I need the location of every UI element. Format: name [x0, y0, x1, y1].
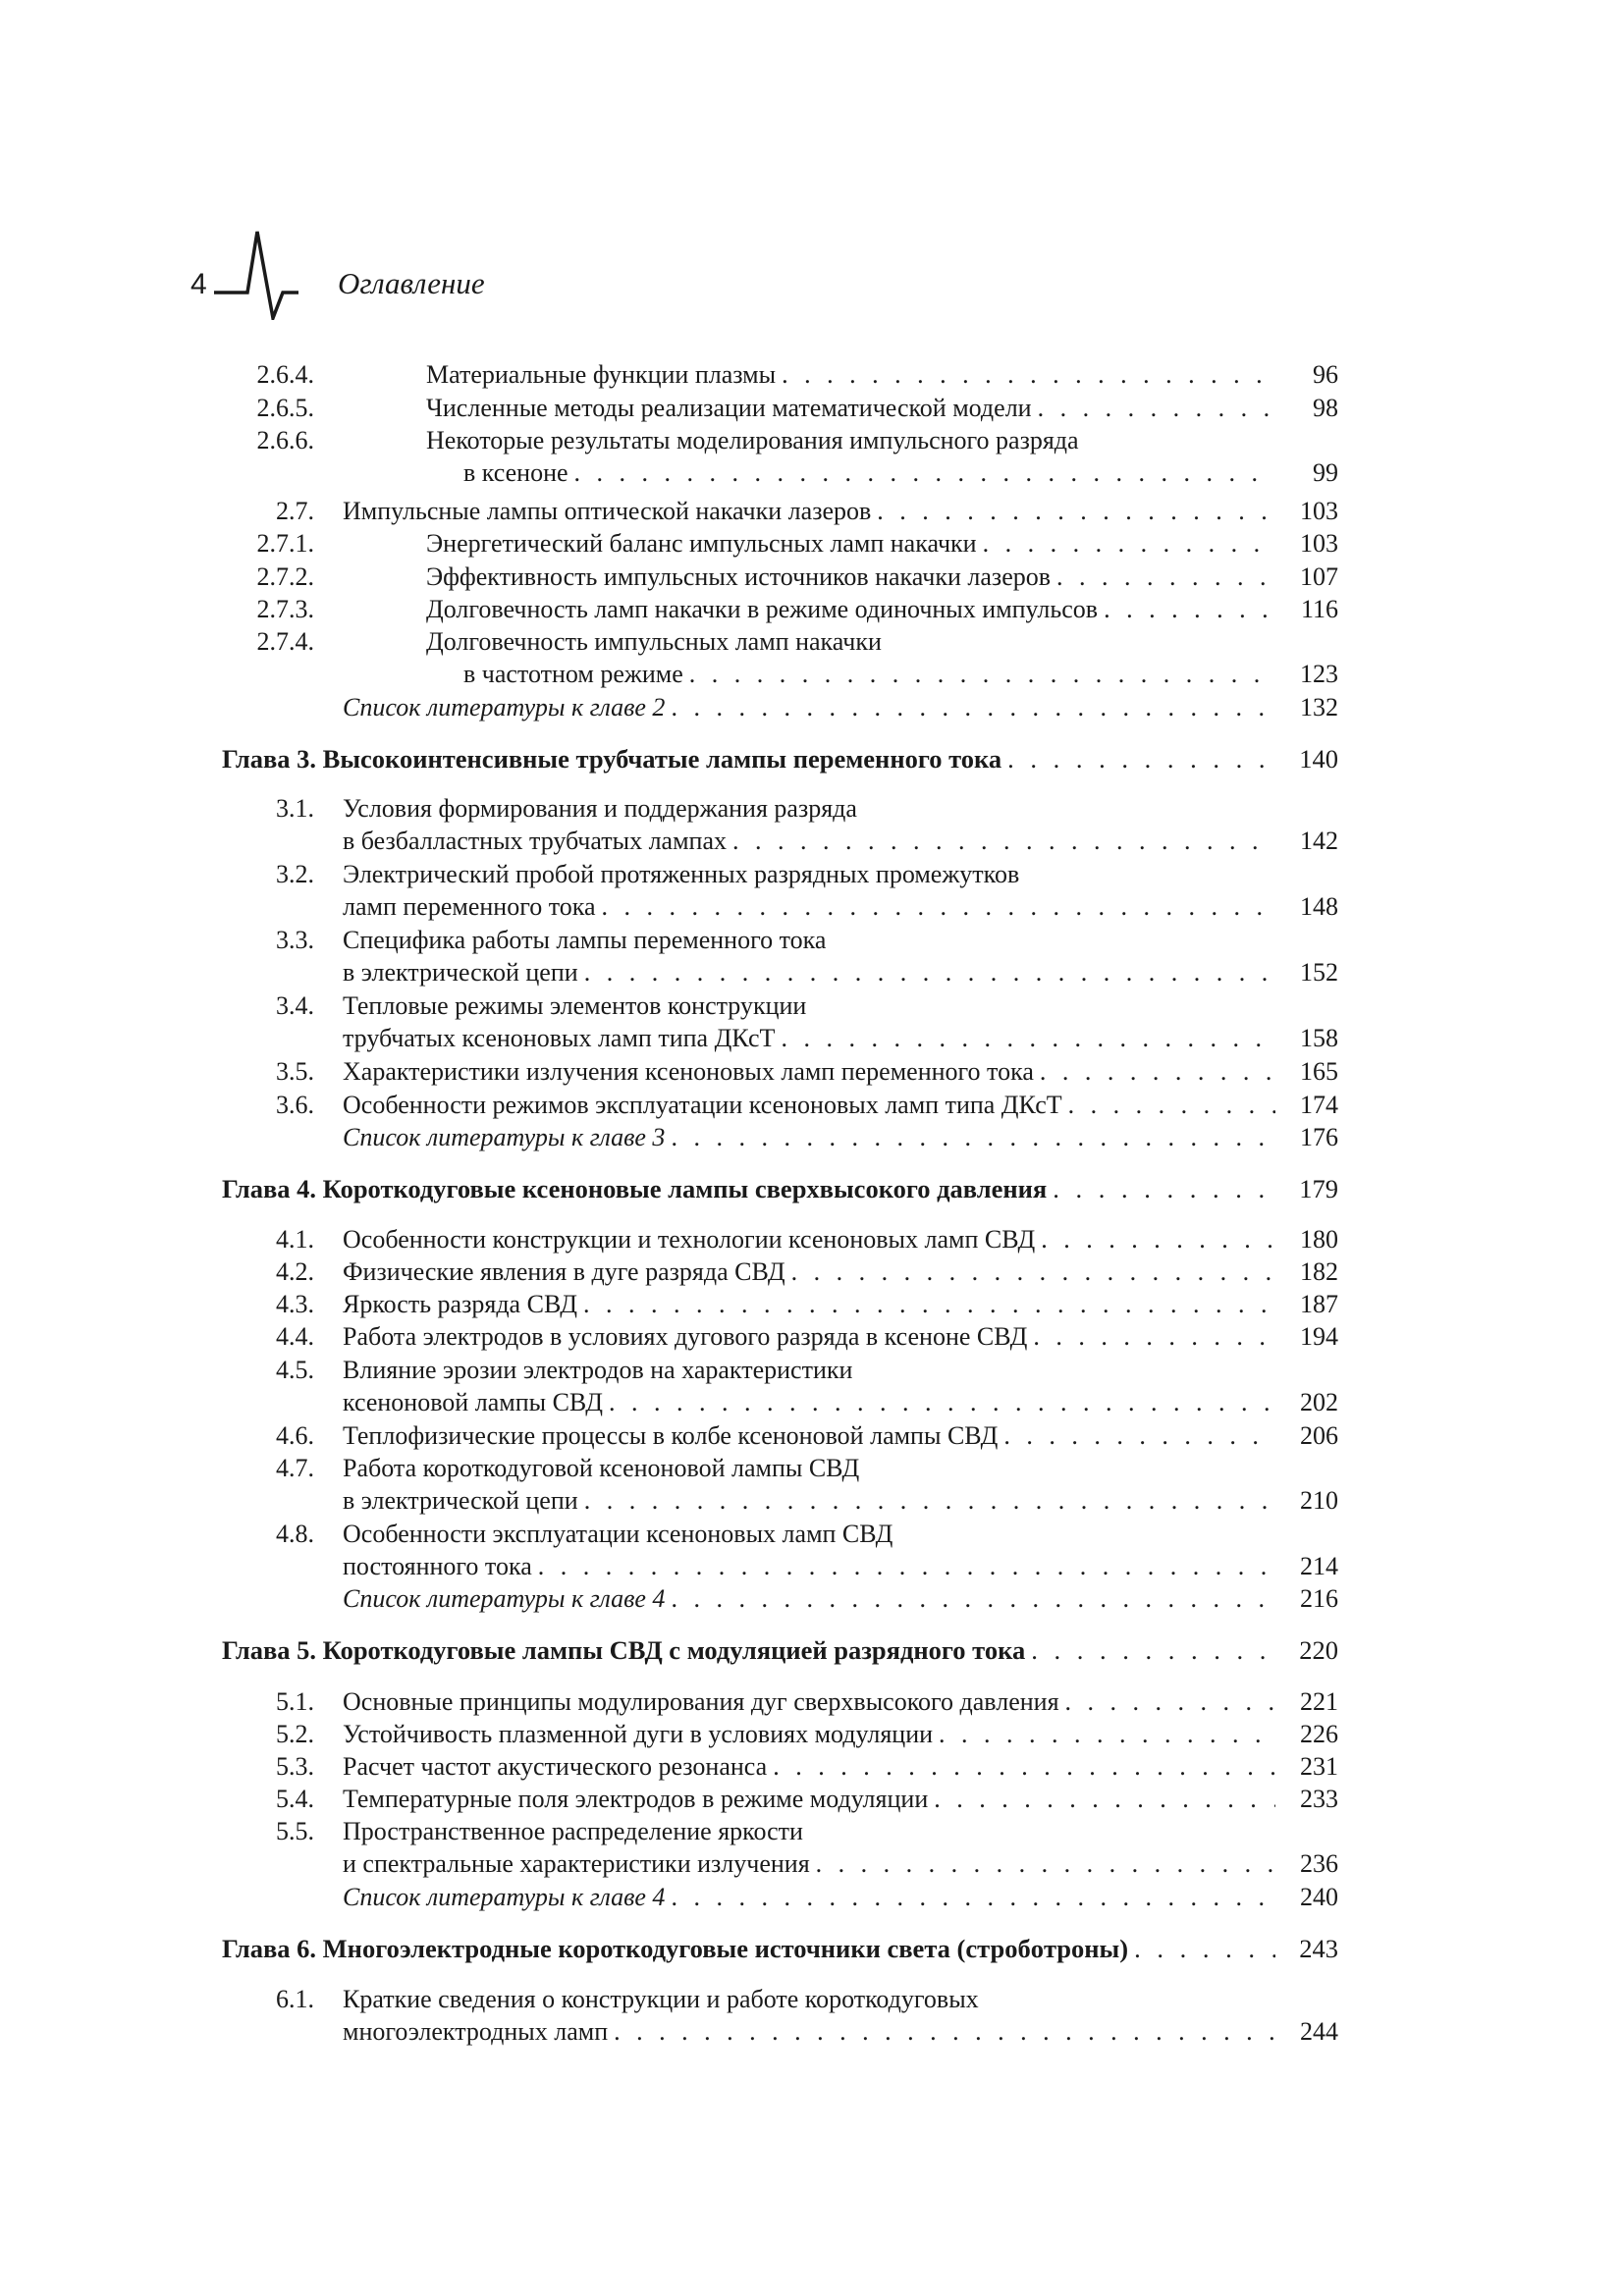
dot-leader — [1007, 743, 1275, 774]
toc-entry-text[interactable] — [343, 1387, 1338, 1418]
dot-leader — [574, 457, 1275, 489]
page-reference: 132 — [1300, 693, 1338, 721]
toc-entry-number: 4.7. — [276, 1454, 314, 1482]
toc-entry-label: Особенности эксплуатации ксеноновых ламп СВД — [343, 1520, 893, 1548]
toc-entry-label: Физические явления в дуге разряда СВД — [343, 1257, 785, 1286]
dot-leader — [671, 1882, 1275, 1913]
toc-entry-number: 3.2. — [276, 860, 314, 888]
toc-entry-text[interactable] — [343, 1224, 1338, 1255]
toc-entry-label: ксеноновой лампы СВД — [343, 1388, 604, 1416]
toc-entry-text[interactable] — [463, 457, 1338, 489]
dot-leader — [671, 1583, 1275, 1615]
dot-leader — [877, 496, 1275, 527]
page-reference: 231 — [1300, 1752, 1338, 1781]
page-reference: 140 — [1299, 744, 1338, 774]
toc-entry-label: Пространственное распределение яркости — [343, 1817, 803, 1845]
dot-leader — [584, 1485, 1275, 1517]
dot-leader — [934, 1784, 1275, 1815]
dot-leader — [816, 1848, 1275, 1880]
toc-entry-text[interactable] — [343, 1355, 1250, 1386]
toc-entry-label: в безбалластных трубчатых лампах — [343, 827, 727, 855]
toc-entry-number: 5.4. — [276, 1785, 314, 1813]
page-number: 4 — [190, 268, 207, 300]
toc-entry-text[interactable] — [343, 859, 1250, 890]
toc-entry-text[interactable] — [343, 1485, 1338, 1517]
toc-entry-label: Импульсные лампы оптической накачки лазеров — [343, 497, 872, 525]
dot-leader — [1134, 1933, 1275, 1964]
toc-entry-label: в электрической цепи — [343, 1486, 578, 1515]
toc-entry-number: 5.2. — [276, 1720, 314, 1748]
toc-entry-label: Список литературы к главе 2 — [343, 693, 666, 721]
toc-entry-label: в электрической цепи — [343, 958, 578, 987]
page-reference: 221 — [1300, 1687, 1338, 1716]
toc-entry-text[interactable] — [343, 925, 1250, 956]
page-reference: 107 — [1300, 562, 1338, 591]
toc-entry-label: и спектральные характеристики излучения — [343, 1849, 810, 1878]
dot-leader — [1038, 393, 1275, 424]
page-reference: 180 — [1300, 1225, 1338, 1254]
toc-entry-number: 2.7.4. — [256, 627, 314, 656]
page-reference: 214 — [1300, 1552, 1338, 1580]
references-entry[interactable] — [343, 1122, 1338, 1153]
dot-leader — [773, 1751, 1275, 1783]
references-entry[interactable] — [343, 692, 1338, 723]
page-reference: 220 — [1299, 1635, 1338, 1665]
toc-entry-number: 2.7.1. — [256, 529, 314, 558]
toc-entry-number: 5.3. — [276, 1752, 314, 1781]
page-reference: 182 — [1300, 1257, 1338, 1286]
toc-entry-number: 3.5. — [276, 1057, 314, 1086]
page-reference: 187 — [1300, 1290, 1338, 1318]
page-reference: 99 — [1313, 458, 1338, 487]
dot-leader — [614, 2016, 1275, 2048]
chapter-heading[interactable] — [222, 1634, 1338, 1666]
dot-leader — [1003, 1420, 1275, 1452]
toc-entry-label: Тепловые режимы элементов конструкции — [343, 991, 807, 1020]
toc-entry-label: Яркость разряда СВД — [343, 1290, 578, 1318]
dot-leader — [983, 528, 1275, 560]
page-reference: 158 — [1300, 1024, 1338, 1052]
toc-entry-text[interactable] — [426, 425, 1250, 456]
toc-entry-number: 3.3. — [276, 926, 314, 954]
toc-entry-number: 3.1. — [276, 794, 314, 823]
toc-entry-number: 2.6.4. — [256, 360, 314, 389]
page-reference: 98 — [1313, 394, 1338, 422]
toc-entry-text[interactable] — [343, 1984, 1250, 2015]
toc-entry-text[interactable] — [343, 891, 1338, 923]
toc-entry-label: Глава 3. Высокоинтенсивные трубчатые лампы переменного тока — [222, 744, 1002, 774]
toc-entry-number: 5.5. — [276, 1817, 314, 1845]
dot-leader — [538, 1551, 1275, 1582]
chapter-heading[interactable] — [222, 1933, 1338, 1964]
toc-entry-label: Основные принципы модулирования дуг сверхвысокого давления — [343, 1687, 1059, 1716]
toc-entry-number: 5.1. — [276, 1687, 314, 1716]
toc-entry-label: Специфика работы лампы переменного тока — [343, 926, 827, 954]
toc-entry-label: Список литературы к главе 3 — [343, 1123, 666, 1151]
page-reference: 243 — [1299, 1934, 1338, 1963]
toc-entry-number: 6.1. — [276, 1985, 314, 2013]
toc-entry-text[interactable] — [343, 496, 1338, 527]
dot-leader — [584, 957, 1275, 988]
toc-entry-number: 2.7.3. — [256, 595, 314, 623]
toc-entry-label: Долговечность ламп накачки в режиме одиночных импульсов — [426, 595, 1099, 623]
toc-entry-label: Глава 6. Многоэлектродные короткодуговые источники света (стробoтроны) — [222, 1934, 1129, 1963]
dot-leader — [1033, 1321, 1275, 1353]
toc-entry-number: 4.2. — [276, 1257, 314, 1286]
dot-leader — [1068, 1090, 1275, 1121]
toc-entry-text[interactable] — [343, 1056, 1338, 1088]
dot-leader — [782, 359, 1275, 391]
toc-entry-label: Работа короткодуговой ксеноновой лампы СВД — [343, 1454, 860, 1482]
toc-entry-text[interactable] — [343, 793, 1250, 825]
toc-entry-text[interactable] — [463, 659, 1338, 690]
dot-leader — [602, 891, 1275, 923]
toc-entry-label: Эффективность импульсных источников накачки лазеров — [426, 562, 1052, 591]
page-reference: 236 — [1300, 1849, 1338, 1878]
toc-entry-label: Материальные функции плазмы — [426, 360, 777, 389]
toc-entry-label: Температурные поля электродов в режиме модуляции — [343, 1785, 929, 1813]
toc-entry-label: Энергетический баланс импульсных ламп накачки — [426, 529, 977, 558]
toc-entry-text[interactable] — [343, 1256, 1338, 1288]
page-reference: 142 — [1300, 827, 1338, 855]
toc-entry-label: Особенности конструкции и технологии ксеноновых ламп СВД — [343, 1225, 1036, 1254]
page-reference: 165 — [1300, 1057, 1338, 1086]
toc-entry-label: многоэлектродных ламп — [343, 2017, 609, 2046]
toc-entry-number: 2.7.2. — [256, 562, 314, 591]
toc-entry-number: 2.6.6. — [256, 426, 314, 454]
dot-leader — [1053, 1173, 1275, 1204]
dot-leader — [1104, 594, 1275, 625]
dot-leader — [732, 826, 1275, 857]
dot-leader — [791, 1256, 1275, 1288]
toc-entry-label: Устойчивость плазменной дуги в условиях модуляции — [343, 1720, 934, 1748]
toc-entry-text[interactable] — [426, 393, 1338, 424]
toc-entry-text[interactable] — [426, 359, 1338, 391]
references-entry[interactable] — [343, 1882, 1338, 1913]
toc-entry-label: Влияние эрозии электродов на характеристики — [343, 1356, 853, 1384]
toc-entry-text[interactable] — [426, 528, 1338, 560]
toc-entry-text[interactable] — [343, 826, 1338, 857]
toc-entry-text[interactable] — [343, 1719, 1338, 1750]
toc-entry-label: Работа электродов в условиях дугового разряда в ксеноне СВД — [343, 1322, 1028, 1351]
dot-leader — [609, 1387, 1275, 1418]
toc-entry-number: 4.3. — [276, 1290, 314, 1318]
toc-entry-text[interactable] — [343, 1751, 1338, 1783]
toc-entry-number: 4.5. — [276, 1356, 314, 1384]
toc-entry-text[interactable] — [343, 2016, 1338, 2048]
toc-entry-text[interactable] — [426, 626, 1250, 658]
toc-entry-label: Глава 4. Короткодуговые ксеноновые лампы сверхвысокого давления — [222, 1174, 1048, 1203]
toc-entry-number: 3.4. — [276, 991, 314, 1020]
dot-leader — [671, 1122, 1275, 1153]
toc-entry-label: Долговечность импульсных ламп накачки — [426, 627, 882, 656]
page-reference: 194 — [1300, 1322, 1338, 1351]
toc-entry-text[interactable] — [426, 594, 1338, 625]
toc-entry-label: Список литературы к главе 4 — [343, 1584, 666, 1613]
toc-entry-number: 3.6. — [276, 1091, 314, 1119]
dot-leader — [1040, 1056, 1275, 1088]
toc-entry-label: Теплофизические процессы в колбе ксеноновой лампы СВД — [343, 1421, 999, 1450]
page-reference: 240 — [1300, 1883, 1338, 1911]
toc-entry-text[interactable] — [343, 1289, 1338, 1320]
toc-entry-label: Краткие сведения о конструкции и работе короткодуговых — [343, 1985, 979, 2013]
page-reference: 116 — [1300, 595, 1338, 623]
toc-entry-text[interactable] — [343, 990, 1250, 1022]
toc-entry-text[interactable] — [343, 1816, 1250, 1847]
toc-entry-text[interactable] — [343, 1023, 1338, 1054]
toc-entry-text[interactable] — [343, 957, 1338, 988]
page-reference: 103 — [1300, 497, 1338, 525]
dot-leader — [781, 1023, 1275, 1054]
toc-entry-label: постоянного тока — [343, 1552, 532, 1580]
dot-leader — [1056, 561, 1275, 593]
page-reference: 179 — [1299, 1174, 1338, 1203]
toc-entry-text[interactable] — [343, 1321, 1338, 1353]
toc-entry-label: Особенности режимов эксплуатации ксеноновых ламп типа ДКсТ — [343, 1091, 1062, 1119]
page-reference: 244 — [1300, 2017, 1338, 2046]
page-reference: 202 — [1300, 1388, 1338, 1416]
toc-entry-label: ламп переменного тока — [343, 892, 596, 921]
toc-entry-label: Некоторые результаты моделирования импульсного разряда — [426, 426, 1079, 454]
dot-leader — [671, 692, 1275, 723]
page-reference: 216 — [1300, 1584, 1338, 1613]
toc-entry-number: 2.7. — [276, 497, 314, 525]
page-reference: 148 — [1300, 892, 1338, 921]
toc-entry-label: Список литературы к главе 4 — [343, 1883, 666, 1911]
toc-entry-label: Электрический пробой протяженных разрядных промежутков — [343, 860, 1020, 888]
dot-leader — [689, 659, 1275, 690]
toc-entry-number: 2.6.5. — [256, 394, 314, 422]
toc-entry-label: трубчатых ксеноновых ламп типа ДКсТ — [343, 1024, 776, 1052]
page-reference: 176 — [1300, 1123, 1338, 1151]
toc-entry-label: Условия формирования и поддержания разряда — [343, 794, 857, 823]
dot-leader — [939, 1719, 1275, 1750]
page-reference: 152 — [1300, 958, 1338, 987]
toc-entry-text[interactable] — [426, 561, 1338, 593]
toc-entry-label: Глава 5. Короткодуговые лампы СВД с модуляцией разрядного тока — [222, 1635, 1026, 1665]
toc-entry-number: 4.4. — [276, 1322, 314, 1351]
page-reference: 96 — [1313, 360, 1338, 389]
toc-entry-label: в частотном режиме — [463, 660, 683, 688]
toc-entry-label: в ксеноне — [463, 458, 568, 487]
toc-entry-text[interactable] — [343, 1686, 1338, 1718]
toc-entry-number: 4.1. — [276, 1225, 314, 1254]
toc-entry-number: 4.8. — [276, 1520, 314, 1548]
page-reference: 206 — [1300, 1421, 1338, 1450]
toc-entry-text[interactable] — [343, 1453, 1250, 1484]
page-reference: 210 — [1300, 1486, 1338, 1515]
toc-entry-text[interactable] — [343, 1848, 1338, 1880]
dot-leader — [1031, 1634, 1275, 1666]
references-entry[interactable] — [343, 1583, 1338, 1615]
page-reference: 103 — [1300, 529, 1338, 558]
header-title: Оглавление — [338, 266, 485, 300]
page-reference: 233 — [1300, 1785, 1338, 1813]
toc-entry-text[interactable] — [343, 1519, 1250, 1550]
toc-entry-label: Характеристики излучения ксеноновых ламп переменного тока — [343, 1057, 1034, 1086]
toc-entry-text[interactable] — [343, 1420, 1338, 1452]
dot-leader — [1041, 1224, 1275, 1255]
toc-entry-number: 4.6. — [276, 1421, 314, 1450]
page-reference: 226 — [1300, 1720, 1338, 1748]
toc-entry-text[interactable] — [343, 1784, 1338, 1815]
dot-leader — [1065, 1686, 1275, 1718]
toc-entry-text[interactable] — [343, 1551, 1338, 1582]
toc-entry-label: Расчет частот акустического резонанса — [343, 1752, 768, 1781]
toc-entry-text[interactable] — [343, 1090, 1338, 1121]
chapter-heading[interactable] — [222, 743, 1338, 774]
chapter-heading[interactable] — [222, 1173, 1338, 1204]
page-reference: 174 — [1300, 1091, 1338, 1119]
toc-entry-label: Численные методы реализации математической модели — [426, 394, 1032, 422]
dot-leader — [583, 1289, 1275, 1320]
page-reference: 123 — [1300, 660, 1338, 688]
